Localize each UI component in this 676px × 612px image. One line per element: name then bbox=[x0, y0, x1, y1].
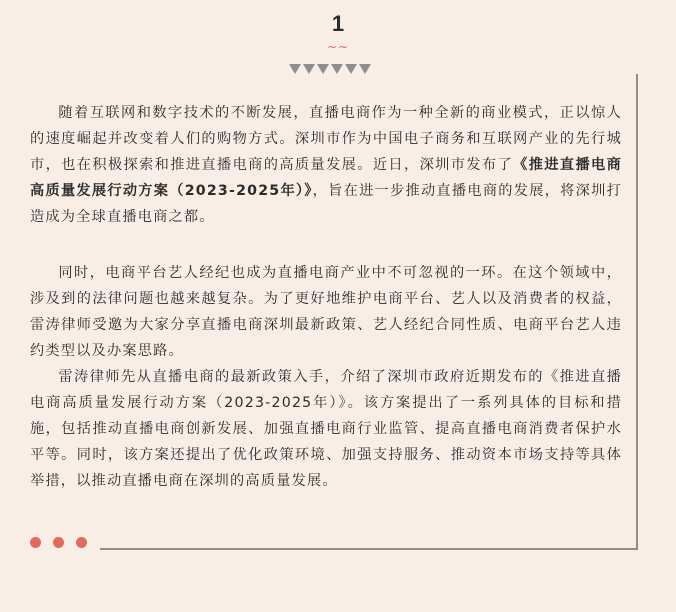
dot-icon bbox=[30, 537, 41, 548]
dot-icon bbox=[53, 537, 64, 548]
triangle-divider bbox=[289, 64, 371, 74]
triangle-icon bbox=[303, 64, 315, 74]
triangle-icon bbox=[317, 64, 329, 74]
plan-title-bold: 《推进直播电商高质量发展行动方案（2023-2025年）》 bbox=[30, 157, 623, 199]
dots-ornament bbox=[30, 537, 87, 548]
section-number: 1 bbox=[331, 11, 345, 36]
paragraph-3: 雷涛律师先从直播电商的最新政策入手，介绍了深圳市政府近期发布的《推进直播电商高质量发展行动方案（2023-2025年）》。该方案提出了一系列具体的目标和措施，包括推动直播电商创新发展、加强直播电商行业监管、提高直播电商消费者保护水平等。同时，该方案还提出了优化政策环境、加强支持服务、推动资本市场支持等具体举措，以推动直播电商在深圳的高质量发展。 bbox=[30, 369, 622, 489]
frame-right-border bbox=[636, 74, 638, 550]
paragraph-1 bbox=[30, 100, 622, 230]
triangle-icon bbox=[345, 64, 357, 74]
wave-ornament: ~~ bbox=[326, 40, 350, 54]
triangle-icon bbox=[331, 64, 343, 74]
paragraph-2: 同时，电商平台艺人经纪也成为直播电商产业中不可忽视的一环。在这个领域中，涉及到的法律问题也越来越复杂。为了更好地维护电商平台、艺人以及消费者的权益，雷涛律师受邀为大家分享直播电商深圳最新政策、艺人经纪合同性质、电商平台艺人违约类型以及办案思路。 bbox=[30, 265, 622, 359]
dot-icon bbox=[76, 537, 87, 548]
paragraph-spacer bbox=[30, 230, 622, 260]
article-body bbox=[30, 100, 622, 494]
paragraph-1-tail: ，旨在进一步推动直播电商的发展，将深圳打造成为全球直播电商之都。 bbox=[30, 183, 622, 225]
triangle-icon bbox=[289, 64, 301, 74]
triangle-icon bbox=[359, 64, 371, 74]
paragraph-1-text: 随着互联网和数字技术的不断发展，直播电商作为一种全新的商业模式，正以惊人的速度崛起并改变着人们的购物方式。深圳市作为中国电子商务和互联网产业的先行城市，也在积极探索和推进直播电商的高质量发展。近日，深圳市发布了 bbox=[30, 105, 622, 173]
frame-bottom-border bbox=[100, 548, 638, 550]
